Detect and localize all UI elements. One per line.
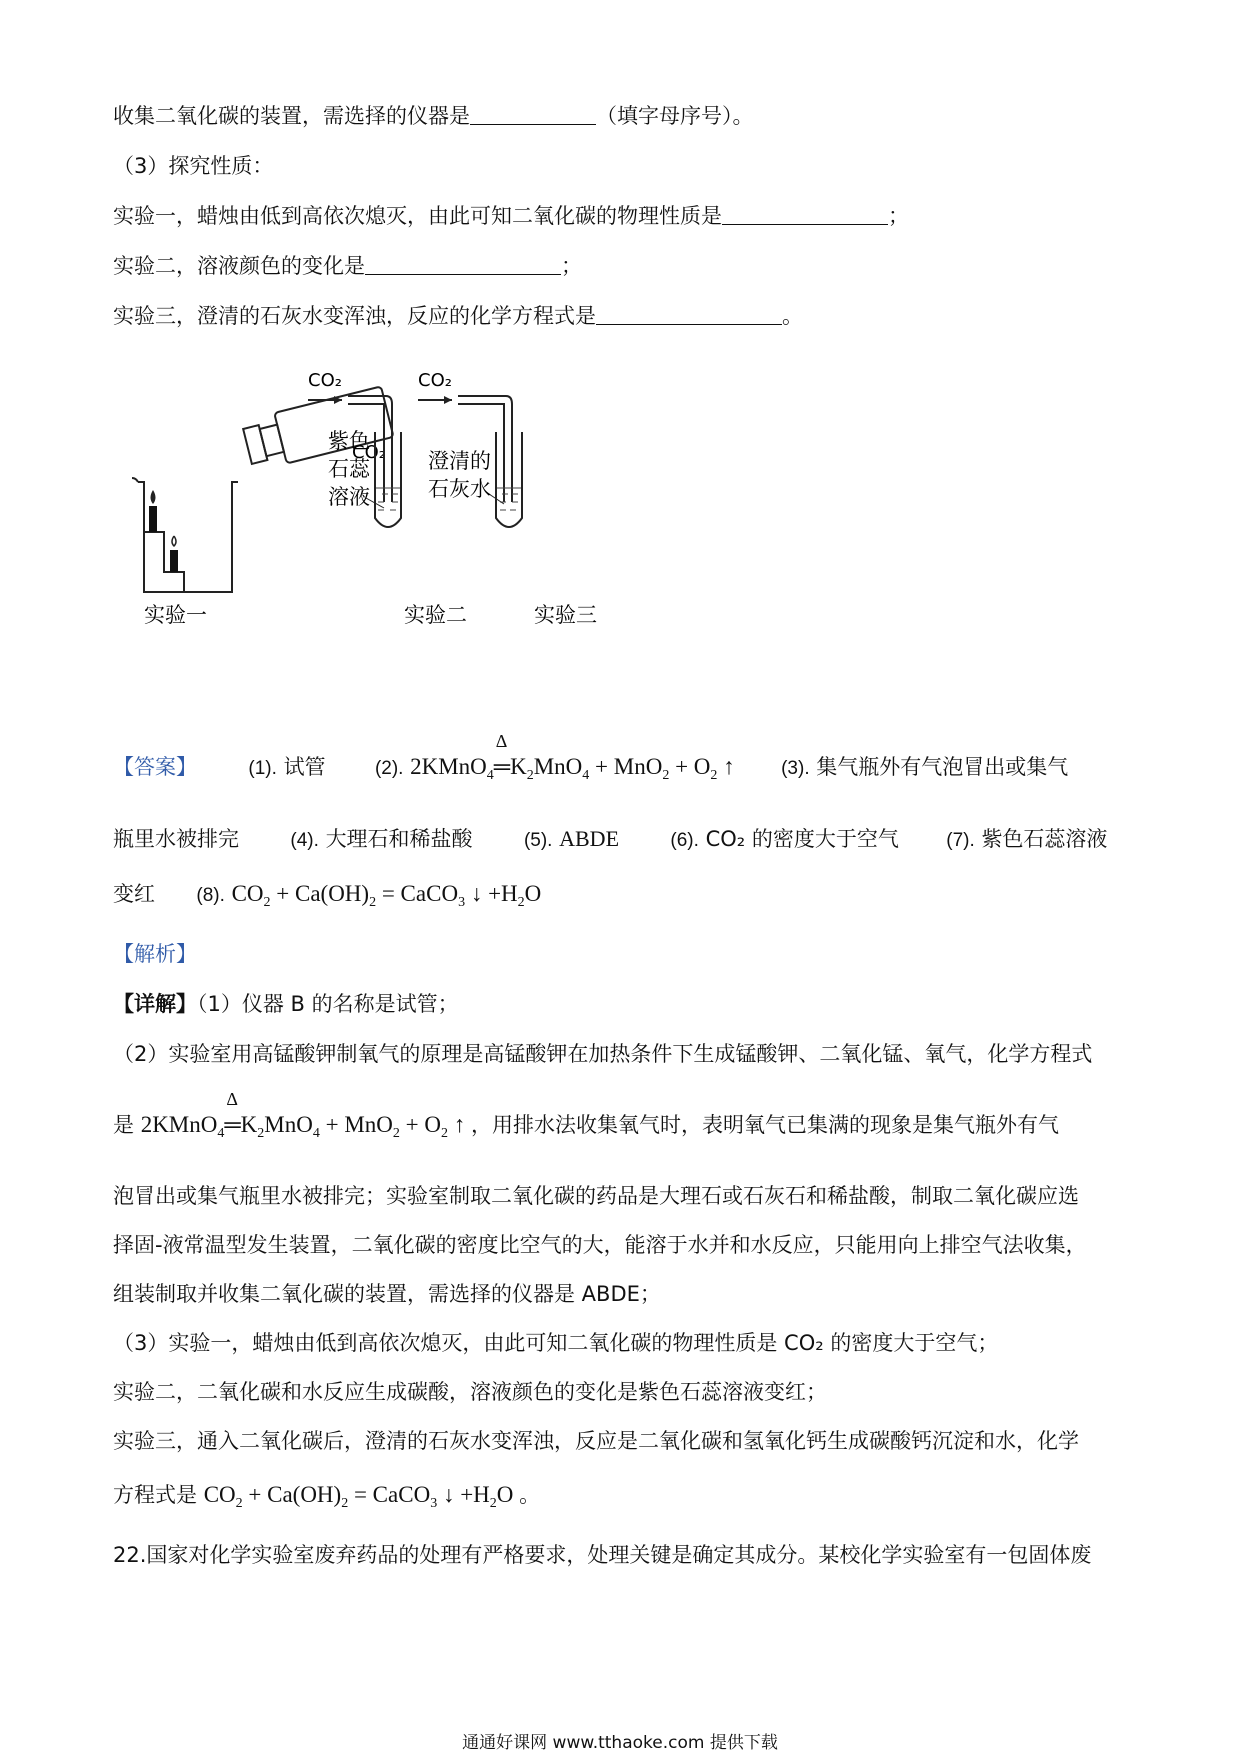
answer-line: 【答案】 (1). 试管 (2). 2KMnO$_4$ Δ $═K_2MnO_4 + MnO_2 + O_2$ ↑ (3). 集气瓶外有气泡冒出或集气 [113,731,1069,783]
gas-label: CO₂ [308,370,342,391]
experiment-figure [120,370,620,640]
question-22: 22.国家对化学实验室废弃药品的处理有严格要求，处理关键是确定其成分。某校化学实验室有一包固体废 [113,1543,1092,1567]
analysis-tag: 【解析】 [113,942,197,966]
svg-text:溶液: 溶液 [328,485,370,509]
question-line: 实验一，蜡烛由低到高依次熄灭，由此可知二氧化碳的物理性质是 ； [113,204,909,228]
analysis-line: 泡冒出或集气瓶里水被排完；实验室制取二氧化碳的药品是大理石或石灰石和稀盐酸，制取二氧化碳应选 [113,1184,1079,1208]
flame-icon [172,536,176,546]
equation: $CO_2 + Ca(OH)_2$ = CaCO$_3$ ↓ $+H_2O$ [203,1482,514,1511]
test-tube [496,432,522,527]
analysis-line: 【详解】（1）仪器 B 的名称是试管； [113,992,459,1016]
caption: 实验三 [534,603,597,627]
gas-label: CO₂ [418,370,452,391]
answer-blank [596,302,782,325]
answer-blank [470,102,596,125]
question-line: 收集二氧化碳的装置，需选择的仪器是 （填字母序号）。 [113,104,754,128]
answer-blank [722,202,888,225]
answer-line: 瓶里水被排完 (4). 大理石和稀盐酸 (5). ABDE (6). CO₂ 的密度大于空气 (7). 紫色石蕊溶液 [113,826,1108,851]
question-line: 实验二，溶液颜色的变化是 ； [113,254,582,278]
question-line: （3）探究性质： [113,154,274,178]
equation: 2KMnO$_4$ Δ $═K_2MnO_4 + MnO_2 + O_2$ ↑ [410,731,735,783]
equation: 2KMnO$_4$ Δ $═K_2MnO_4 + MnO_2 + O_2$ ↑ [140,1089,466,1141]
analysis-line: 组装制取并收集二氧化碳的装置，需选择的仪器是 ABDE； [113,1282,661,1306]
answer-tag: 【答案】 [113,755,197,779]
footer: 通通好课网 www.tthaoke.com 提供下载 [462,1733,778,1753]
analysis-line: 方程式是 $CO_2 + Ca(OH)_2$ = CaCO$_3$ ↓ $+H_2O$ 。 [113,1482,541,1511]
candle-tall [149,506,157,532]
analysis-line: （2）实验室用高锰酸钾制氧气的原理是高锰酸钾在加热条件下生成锰酸钾、二氧化锰、氧气，化学方程式 [113,1042,1093,1066]
answer-line: 变红 (8). $CO_2 + Ca(OH)_2$ = CaCO$_3$ ↓ $+H_2O$ [113,881,542,910]
analysis-line: 是 2KMnO$_4$ Δ $═K_2MnO_4 + MnO_2 + O_2$ ↑ ，用排水法收集氧气时，表明氧气已集满的现象是集气瓶外有气 [113,1089,1059,1141]
liquid [497,488,521,510]
caption: 实验一 [144,603,207,627]
flame-icon [151,490,156,504]
svg-text:石灰水: 石灰水 [428,477,491,501]
analysis-line: （3）实验一，蜡烛由低到高依次熄灭，由此可知二氧化碳的物理性质是 CO₂ 的密度大于空气； [113,1331,999,1355]
liquid [376,488,400,510]
analysis-line: 实验三，通入二氧化碳后，澄清的石灰水变浑浊，反应是二氧化碳和氢氧化钙生成碳酸钙沉淀和水，化学 [113,1429,1079,1453]
caption: 实验二 [404,603,467,627]
svg-text:紫色: 紫色 [328,429,370,453]
analysis-line: 择固-液常温型发生装置，二氧化碳的密度比空气的大，能溶于水并和水反应，只能用向上排空气法收集， [113,1233,1087,1257]
equation: $CO_2 + Ca(OH)_2$ = CaCO$_3$ ↓ $+H_2O$ [231,881,542,910]
question-line: 实验三，澄清的石灰水变浑浊，反应的化学方程式是 。 [113,304,803,328]
svg-text:石蕊: 石蕊 [328,457,370,481]
svg-text:澄清的: 澄清的 [428,449,491,473]
answer-blank [365,252,561,275]
analysis-line: 实验二，二氧化碳和水反应生成碳酸，溶液颜色的变化是紫色石蕊溶液变红； [113,1380,827,1404]
candle-short [170,550,178,572]
bottle-label: CO₂ [352,442,386,463]
